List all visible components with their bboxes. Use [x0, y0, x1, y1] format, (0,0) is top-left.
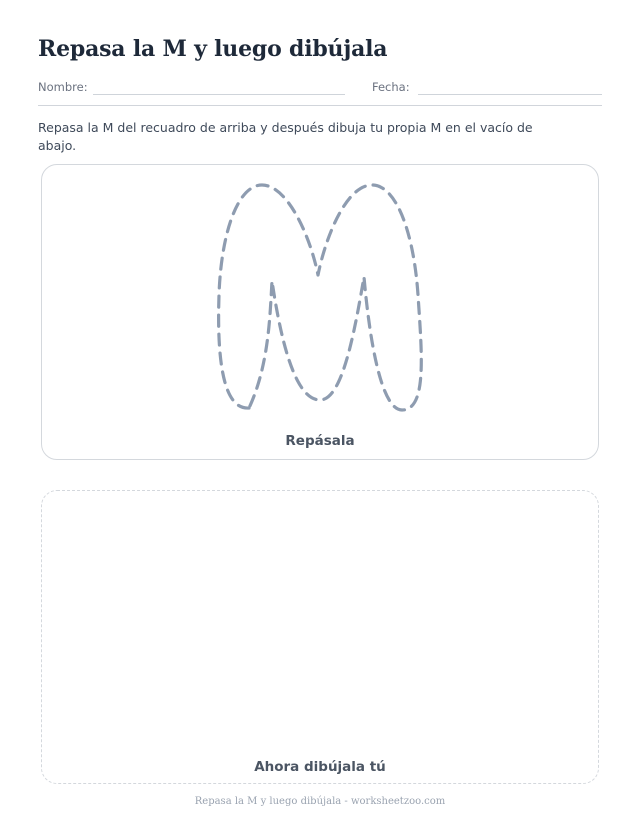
dotted-letter-m	[42, 165, 600, 461]
trace-box	[41, 164, 599, 460]
instructions-text: Repasa la M del recuadro de arriba y después dibuja tu propia M en el vacío de abajo.	[38, 120, 533, 153]
trace-label: Repásala	[285, 433, 355, 449]
footer-text: Repasa la M y luego dibújala - worksheetzoo.com	[194, 796, 446, 807]
draw-box[interactable]	[41, 490, 599, 784]
date-line[interactable]	[418, 94, 602, 95]
page-title: Repasa la M y luego dibújala	[38, 36, 388, 62]
header-divider	[38, 105, 602, 106]
draw-label: Ahora dibújala tú	[254, 759, 386, 775]
name-date-fields	[38, 80, 602, 98]
date-label: Fecha:	[372, 80, 410, 94]
name-line[interactable]	[93, 94, 345, 95]
name-label: Nombre:	[38, 80, 88, 94]
